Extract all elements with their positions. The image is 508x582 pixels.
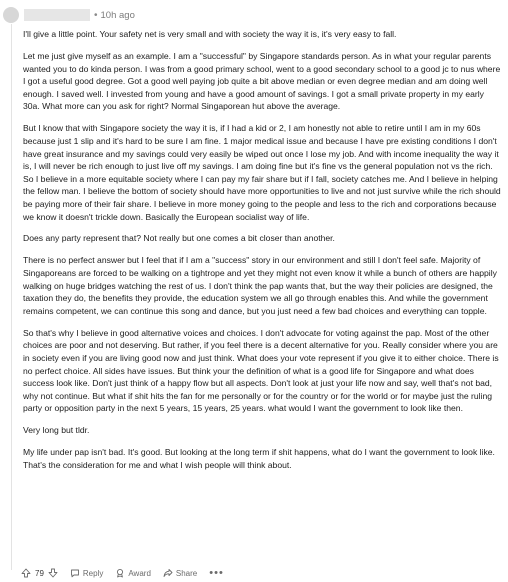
thread-line[interactable]	[11, 24, 12, 570]
upvote-icon[interactable]	[21, 568, 31, 578]
comment-paragraph: So that's why I believe in good alternative voices and choices. I don't advocate for voting against the pap. Most of the other choices are poor and not deserving. But rather, if you feel there is a decent alternative for you. Really consider where you are in society even if you are living good now and just think. What does your vote represent if you give it to either choice. There is no perfect choice. All sides have issues. But think your the definition of what is a good life for Singapore and what does success look like. Don't just think of a happy flow but all aspects. Don't look at just your life now and say, well that's not bad, why not continue. But what if shit hits the fan for me personally or for the country or for the world or for maybe just the ruling party or opposition party in the next 5 years, 15 years, 25 years. what would I want the government to look like then.	[23, 327, 499, 414]
timestamp[interactable]: 10h ago	[100, 9, 135, 21]
comment-paragraph: Very long but tldr.	[23, 425, 90, 436]
comment-paragraph: Let me just give myself as an example. I am a "successful" by Singapore standards person. As in what your regular parents wanted you to do kinda person. I was from a good primary school, went to a good secondary school to a good jc to nus where I got a useful good degree. Got a good well paying job quite a bit above median or even degree median and am doing well enough. I saved well. I invested from young and have a good amount of savings. I got a small private property in my early 30a. What more can you ask for right? Normal Singaporean hut above the average.	[23, 50, 501, 112]
comment-paragraph: There is no perfect answer but I feel that if I am a "success" story in our environment and still I don't feel safe. Majority of Singaporeans are forced to be walking on a tightrope and yet they might not even know it while a bunch of others are happily walking on huge bridges watching the rest of us. I don't think the pap wants that, but the way their policies are designed, the taxation they do, the benefits they provide, the education system we all go through enables this. And while the government remains competent, we can continue this song and dance, but you just need a few bad choices and everything can topple.	[23, 255, 497, 316]
reply-button[interactable]	[70, 568, 103, 578]
avatar[interactable]	[3, 7, 19, 23]
share-label: Share	[175, 568, 198, 578]
award-label: Award	[128, 568, 151, 578]
more-options-button[interactable]: •••	[209, 567, 224, 579]
comment-paragraph: Does any party represent that? Not really but one comes a bit closer than another.	[23, 233, 335, 244]
reply-icon	[70, 568, 80, 578]
vote-count: 79	[35, 568, 44, 578]
award-icon	[115, 568, 125, 578]
share-icon	[163, 568, 173, 578]
username-redacted[interactable]	[24, 9, 90, 21]
time-separator: •	[94, 9, 98, 21]
comment-header	[3, 5, 135, 25]
reply-label: Reply	[82, 568, 104, 578]
comment-body	[23, 28, 501, 481]
award-button[interactable]	[115, 568, 151, 578]
share-button[interactable]	[163, 568, 197, 578]
vote-controls	[21, 568, 58, 578]
comment-action-bar	[21, 566, 224, 580]
comment-paragraph: I'll give a little point. Your safety net is very small and with society the way it is, it's very easy to fall.	[23, 29, 397, 39]
comment-paragraph: My life under pap isn't bad. It's good. But looking at the long term if shit happens, what do I want the government to look like. That's the consideration for me and what I wish people will think about.	[23, 447, 495, 470]
downvote-icon[interactable]	[48, 568, 58, 578]
comment-paragraph: But I know that with Singapore society the way it is, if I had a kid or 2, I am honestly not able to retire until I am in my 60s because just 1 slip and it's hard to be sure I am fine. 1 major medical issue and because I have pre existing conditions I don't have great insurance and my savings could very easily be wiped out once I lose my job. And with income inequality the way it is, I will never be rich enough to just live off my savings. I am doing fine but it's fine vs the general population not vs the rich. So I believe in a more equitable society where I can pay my fair share but if I fall, society catches me. And I believe in helping the fellow man. I believe the bottom of society should have more opportunities to live and not just survive while the rich should be paying more of their fair share. I believe in more money going to the people and less to the rich and corporations because we know it doesn't trickle down. Basically the European socialist way of life.	[23, 123, 501, 222]
